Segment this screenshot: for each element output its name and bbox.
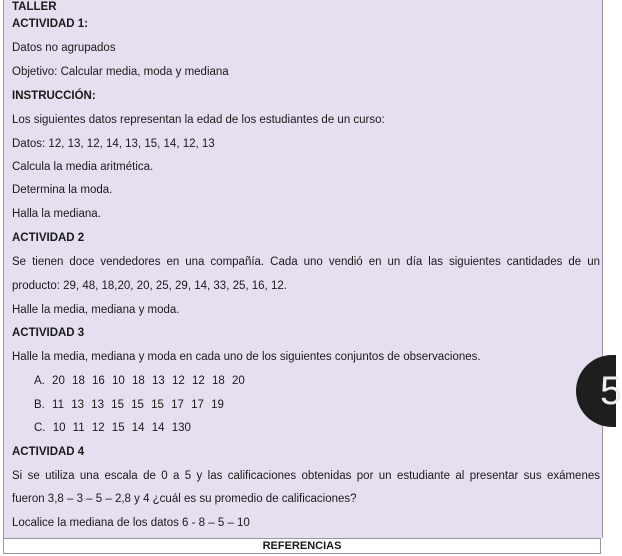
observation-set: C. 10 11 12 15 14 14 130 xyxy=(34,422,191,434)
data-line: Datos: 12, 13, 12, 14, 13, 15, 14, 12, 13 xyxy=(12,138,215,150)
activity-4-text: Si se utiliza una escala de 0 a 5 y las calificaciones obtenidas por un estudiante al presentar sus exámenes xyxy=(12,470,600,482)
references-heading: REFERENCIAS xyxy=(3,538,601,554)
task: Calcula la media aritmética. xyxy=(12,161,154,173)
objective: Objetivo: Calcular media, moda y mediana xyxy=(12,66,229,78)
activity-3-task: Halle la media, mediana y moda en cada uno de los siguientes conjuntos de observaciones. xyxy=(12,351,481,363)
activity-4-heading: ACTIVIDAD 4 xyxy=(12,446,85,458)
worksheet-panel xyxy=(3,0,603,538)
subtitle: Datos no agrupados xyxy=(12,42,116,54)
activity-3-heading: ACTIVIDAD 3 xyxy=(12,327,85,339)
instruction-heading: INSTRUCCIÓN: xyxy=(12,90,96,102)
page-number-badge: 5 xyxy=(576,355,616,427)
activity-2-text: Se tienen doce vendedores en una compañía. Cada uno vendió en un día las siguientes cantidades de un xyxy=(12,256,600,268)
intro: Los siguientes datos representan la edad de los estudiantes de un curso: xyxy=(12,114,385,126)
activity-4-text: Localice la mediana de los datos 6 - 8 – 5 – 10 xyxy=(12,517,250,529)
activity-1-heading: ACTIVIDAD 1: xyxy=(12,18,89,30)
task: Determina la moda. xyxy=(12,184,113,196)
activity-2-task: Halle la media, mediana y moda. xyxy=(12,304,180,316)
task: Halla la mediana. xyxy=(12,208,101,220)
observation-set: B. 11 13 13 15 15 15 17 17 19 xyxy=(34,399,224,411)
activity-4-text: fueron 3,8 – 3 – 5 – 2,8 y 4 ¿cuál es su promedio de calificaciones? xyxy=(12,493,357,505)
activity-2-text: producto: 29, 48, 18,20, 20, 25, 29, 14, 33, 25, 16, 12. xyxy=(12,280,287,292)
observation-set: A. 20 18 16 10 18 13 12 12 18 20 xyxy=(34,375,245,387)
title: TALLER xyxy=(12,1,57,13)
activity-2-heading: ACTIVIDAD 2 xyxy=(12,232,85,244)
